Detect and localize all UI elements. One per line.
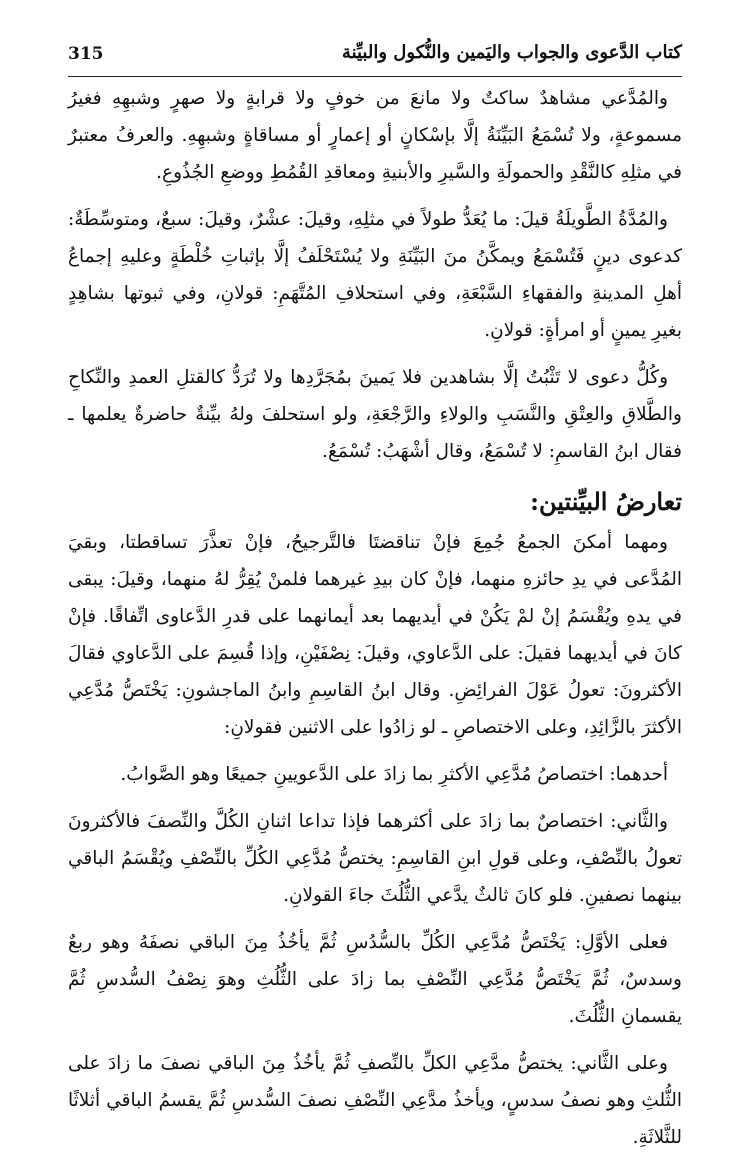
paragraph: والمُدَّعي مشاهدٌ ساكتٌ ولا مانعَ من خوفٍ ولا قرابةٍ ولا صهرٍ وشبهِهِ فغيرُ مسموعةٍ، ولا تُسْمَعُ البَيِّنَةُ إلَّا بإسْكانٍ أو إعمارٍ أو مساقاةٍ وشبهِهِ. والعرفُ معتبرٌ في مثلِهِ كالنَّقْدِ والحمولَةِ والسَّيرِ والأبنيةِ ومعاقدِ القُمُطِ ووضعِ الجُذُوعِ. xyxy=(68,88,682,183)
running-header xyxy=(68,36,682,76)
page-number: 315 xyxy=(68,44,104,64)
header-divider xyxy=(68,76,682,77)
paragraph: وكُلُّ دعوى لا تَثْبُتُ إلَّا بشاهدين فلا يَمينَ بمُجَرَّدِها ولا تُرَدُّ كالقتلِ العمدِ والنِّكاحِ والطَّلاقِ والعِتْقِ والنَّسَبِ والولاءِ والرَّجْعَةِ، ولو استحلفَ ولهُ بيِّنةٌ حاضرةٌ يعلمها ـ فقال ابنُ القاسمِ: لا تُسْمَعُ، وقال أشْهَبُ: تُسْمَعُ. xyxy=(68,367,682,462)
paragraph: وعلى الثَّاني: يختصُّ مدَّعِي الكلِّ بالنِّصفِ ثُمَّ يأخُذُ مِنَ الباقي نصفَ ما زادَ على الثُّلثِ وهو نصفُ سدسٍ، ويأخذُ مدَّعِي النِّصْفِ نصفَ السُّدسِ ثُمَّ يقسمُ الباقي أثلاثًا للثَّلاثَةِ. xyxy=(68,1053,682,1148)
paragraph: ومهما أمكنَ الجمعُ جُمِعَ فإنْ تناقضتَا فالتَّرجيحُ، فإنْ تعذَّرَ تساقطتا، وبقيَ المُدَّعى في يدِ حائزهِ منهما، فإنْ كان بيدِ غيرهما فلمنْ يُقِرُّ لهُ منهما، وقيلَ: يبقى في يدهِ ويُقْسَمُ إنْ لمْ يَكُنْ في أيديهما بعد أيمانهما على قدرِ الدَّعاوى اتِّفاقًا. فإنْ كانَ في أيديهما فقيلَ: على الدَّعاوي، وقيلَ: نِصْفَيْنِ، وإذا قُسِمَ على الدَّعاوي فقالَ الأكثرونَ: تعولُ عَوْلَ الفرائِضِ. وقال ابنُ القاسِمِ وابنُ الماجشونِ: يَخْتَصُّ مُدَّعِي الأكثرَ بالزَّائِدِ، وعلى الاختصاصِ ـ لو زادُوا على الاثنين فقولانِ: xyxy=(68,532,682,738)
page-body xyxy=(68,80,682,1156)
paragraph: والثَّاني: اختصاصٌ بما زادَ على أكثرهما فإذا تداعا اثنانِ الكُلَّ والنِّصفَ فالأكثرونَ تعولُ بالنِّصْفِ، وعلى قولِ ابنِ القاسِمِ: يختصُّ مُدَّعِي الكُلِّ بالنِّصْفِ ويُقْسَمُ الباقي بينهما نصفينِ. فلو كانَ ثالثٌ يدَّعي الثُّلُثَ جاءَ القولانِ. xyxy=(68,811,682,906)
paragraph: أحدهما: اختصاصُ مُدَّعِي الأكثرِ بما زادَ على الدَّعويينِ جميعًا وهو الصَّوابُ. xyxy=(120,764,668,785)
section-heading: تعارضُ البيِّنتين: xyxy=(530,487,682,516)
paragraph: والمُدَّةُ الطَّويلَةُ قيلَ: ما يُعَدُّ طولاً في مثلِهِ، وقيلَ: عشْرٌ، وقيلَ: سبعٌ، ومتوسِّطَةٌ: كدعوى دينٍ فَتُسْمَعُ ويمكَّنُ منَ البَيِّنَةِ ولا يُسْتَحْلَفُ إلَّا بإثباتِ خُلْطَةٍ وعليهِ إجماعُ أهلِ المدينةِ والفقهاءِ السَّبْعَةِ، وفي استحلافِ المُتَّهَمِ: قولانِ، وفي ثبوتها بشاهِدٍ بغيرِ يمينٍ أو امرأةٍ: قولانِ. xyxy=(68,209,682,341)
running-title: كتاب الدَّعوى والجواب واليَمين والنُّكول والبيِّنة xyxy=(341,42,682,63)
paragraph: فعلى الأوَّلِ: يَخْتَصُّ مُدَّعِي الكُلِّ بالسُّدُسِ ثُمَّ يأخُذُ مِنَ الباقي نصفَهُ وهو ربعٌ وسدسٌ، ثُمَّ يَخْتَصُّ مُدَّعِي النِّصْفِ بما زادَ على الثُّلُثِ وهوَ نِصْفُ السُّدسِ ثُمَّ يقسمانِ الثُّلُثَ. xyxy=(68,932,682,1027)
